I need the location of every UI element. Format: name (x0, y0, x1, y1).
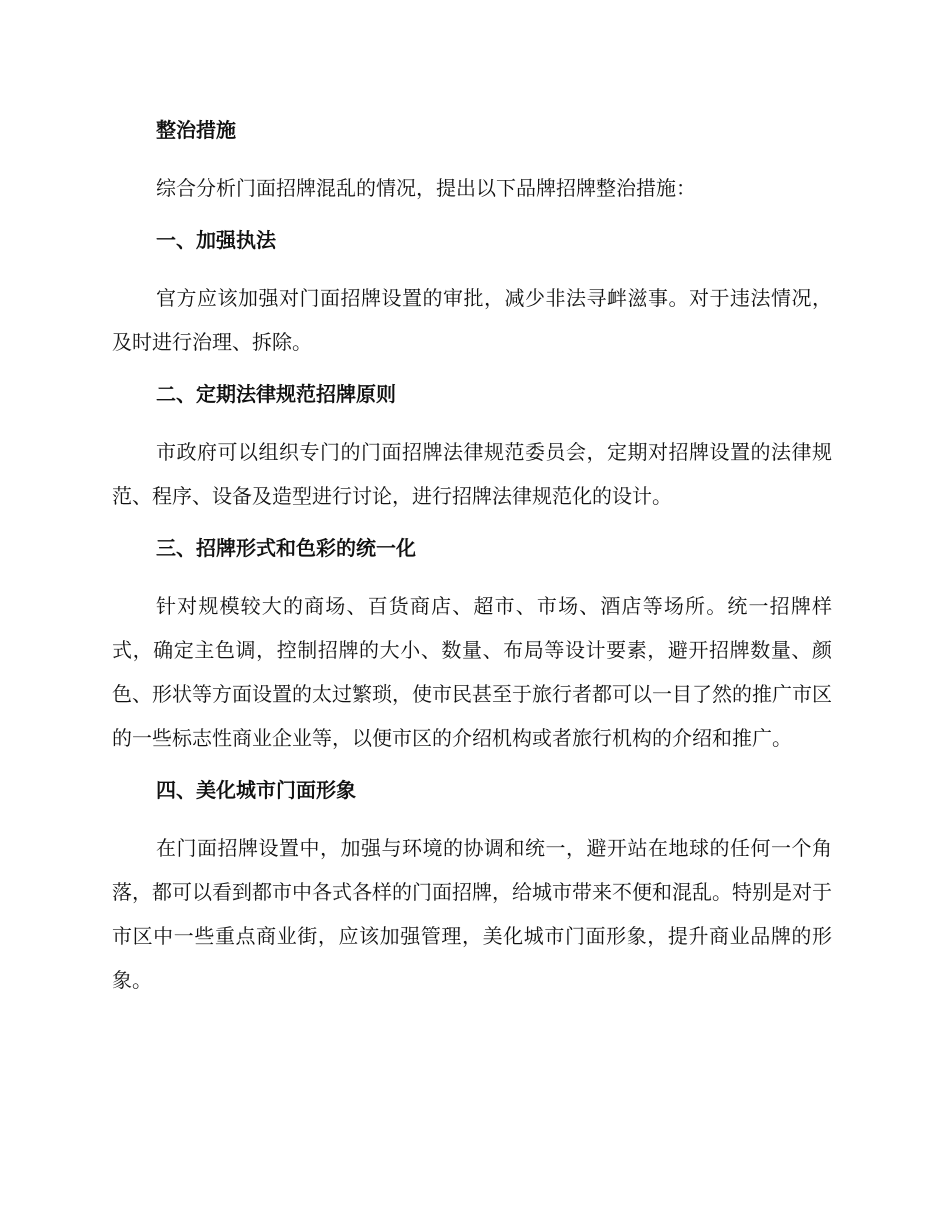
section-heading-2: 二、定期法律规范招牌原则 (156, 382, 396, 406)
section-body-1: 官方应该加强对门面招牌设置的审批，减少非法寻衅滋事。对于违法情况，及时进行治理、拆除。 (112, 286, 832, 354)
section-body-2: 市政府可以组织专门的门面招牌法律规范委员会，定期对招牌设置的法律规范、程序、设备及造型进行讨论，进行招牌法律规范化的设计。 (112, 440, 832, 508)
document-title: 整治措施 (156, 118, 236, 142)
section-heading-4: 四、美化城市门面形象 (156, 778, 356, 802)
section-heading-1: 一、加强执法 (156, 228, 276, 252)
intro-paragraph: 综合分析门面招牌混乱的情况，提出以下品牌招牌整治措施： (156, 176, 696, 200)
section-body-3: 针对规模较大的商场、百货商店、超市、市场、酒店等场所。统一招牌样式，确定主色调，控制招牌的大小、数量、布局等设计要素，避开招牌数量、颜色、形状等方面设置的太过繁琐，使市民甚至于旅行者都可以一目了然的推广市区的一些标志性商业企业等，以便市区的介绍机构或者旅行机构的介绍和推广。 (112, 594, 832, 750)
document-body (112, 112, 832, 1002)
section-body-4: 在门面招牌设置中，加强与环境的协调和统一，避开站在地球的任何一个角落，都可以看到都市中各式各样的门面招牌，给城市带来不便和混乱。特别是对于市区中一些重点商业街，应该加强管理，美化城市门面形象，提升商业品牌的形象。 (112, 836, 832, 992)
section-heading-3: 三、招牌形式和色彩的统一化 (156, 536, 416, 560)
